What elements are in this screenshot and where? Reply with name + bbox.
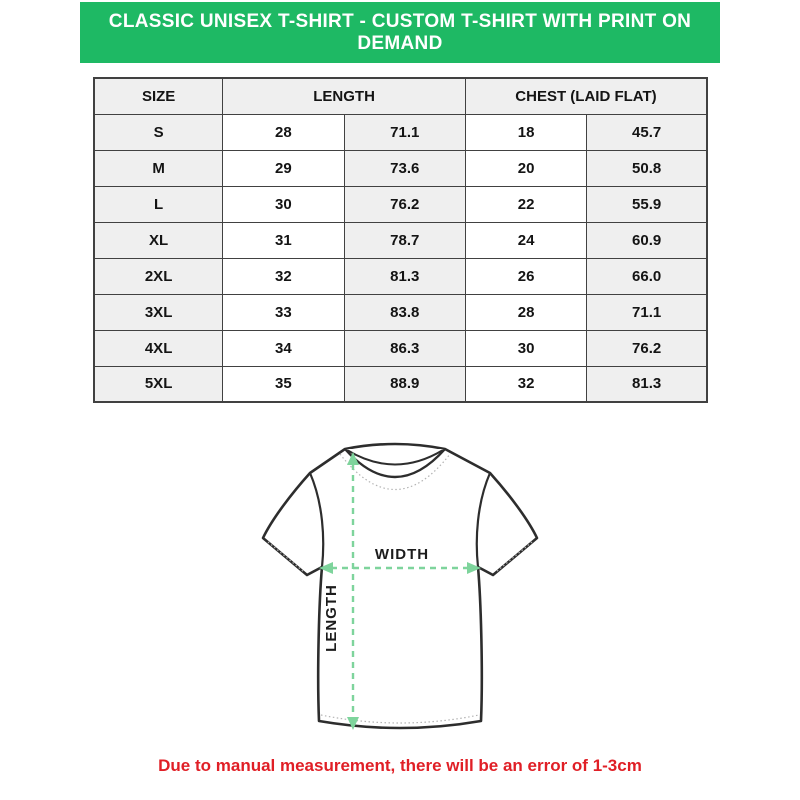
cell-length-in: 31 <box>223 222 344 258</box>
cell-length-cm: 81.3 <box>344 258 465 294</box>
size-row-4xl <box>94 330 707 366</box>
cell-chest-cm: 71.1 <box>587 294 707 330</box>
length-label: LENGTH <box>323 584 340 652</box>
cell-length-in: 29 <box>223 150 344 186</box>
cell-size: M <box>94 150 223 186</box>
tshirt-outline <box>263 444 537 728</box>
cell-size: 3XL <box>94 294 223 330</box>
cell-length-cm: 76.2 <box>344 186 465 222</box>
cell-size: 4XL <box>94 330 223 366</box>
cell-size: 2XL <box>94 258 223 294</box>
cell-chest-in: 20 <box>465 150 586 186</box>
cell-length-cm: 86.3 <box>344 330 465 366</box>
banner-title: CLASSIC UNISEX T-SHIRT - CUSTOM T-SHIRT WITH PRINT ON DEMAND <box>108 10 692 54</box>
cell-chest-cm: 50.8 <box>587 150 707 186</box>
cell-length-in: 30 <box>223 186 344 222</box>
col-header-chest: CHEST (LAID FLAT) <box>465 78 707 114</box>
cell-length-cm: 88.9 <box>344 366 465 402</box>
cell-chest-in: 26 <box>465 258 586 294</box>
header-row <box>94 78 707 114</box>
size-row-xl <box>94 222 707 258</box>
cell-chest-in: 22 <box>465 186 586 222</box>
cell-length-in: 35 <box>223 366 344 402</box>
tshirt-measurement-diagram <box>247 441 547 741</box>
size-row-s <box>94 114 707 150</box>
col-header-length: LENGTH <box>223 78 466 114</box>
cell-length-cm: 83.8 <box>344 294 465 330</box>
cell-chest-in: 24 <box>465 222 586 258</box>
width-label: WIDTH <box>374 546 430 563</box>
cell-length-cm: 78.7 <box>344 222 465 258</box>
cell-size: XL <box>94 222 223 258</box>
banner <box>80 2 720 63</box>
cell-chest-in: 32 <box>465 366 586 402</box>
cell-length-in: 34 <box>223 330 344 366</box>
cell-length-cm: 73.6 <box>344 150 465 186</box>
size-row-m <box>94 150 707 186</box>
cell-chest-in: 28 <box>465 294 586 330</box>
cell-chest-in: 30 <box>465 330 586 366</box>
size-row-5xl <box>94 366 707 402</box>
cell-length-cm: 71.1 <box>344 114 465 150</box>
cell-length-in: 33 <box>223 294 344 330</box>
cell-chest-cm: 60.9 <box>587 222 707 258</box>
cell-size: S <box>94 114 223 150</box>
size-row-2xl <box>94 258 707 294</box>
cell-chest-cm: 45.7 <box>587 114 707 150</box>
cell-chest-in: 18 <box>465 114 586 150</box>
cell-size: 5XL <box>94 366 223 402</box>
footnote: Due to manual measurement, there will be an error of 1-3cm <box>158 756 642 775</box>
size-chart-table <box>93 77 708 403</box>
col-header-size: SIZE <box>94 78 223 114</box>
cell-chest-cm: 66.0 <box>587 258 707 294</box>
cell-length-in: 32 <box>223 258 344 294</box>
size-row-l <box>94 186 707 222</box>
size-row-3xl <box>94 294 707 330</box>
cell-chest-cm: 55.9 <box>587 186 707 222</box>
cell-length-in: 28 <box>223 114 344 150</box>
cell-chest-cm: 81.3 <box>587 366 707 402</box>
cell-size: L <box>94 186 223 222</box>
cell-chest-cm: 76.2 <box>587 330 707 366</box>
